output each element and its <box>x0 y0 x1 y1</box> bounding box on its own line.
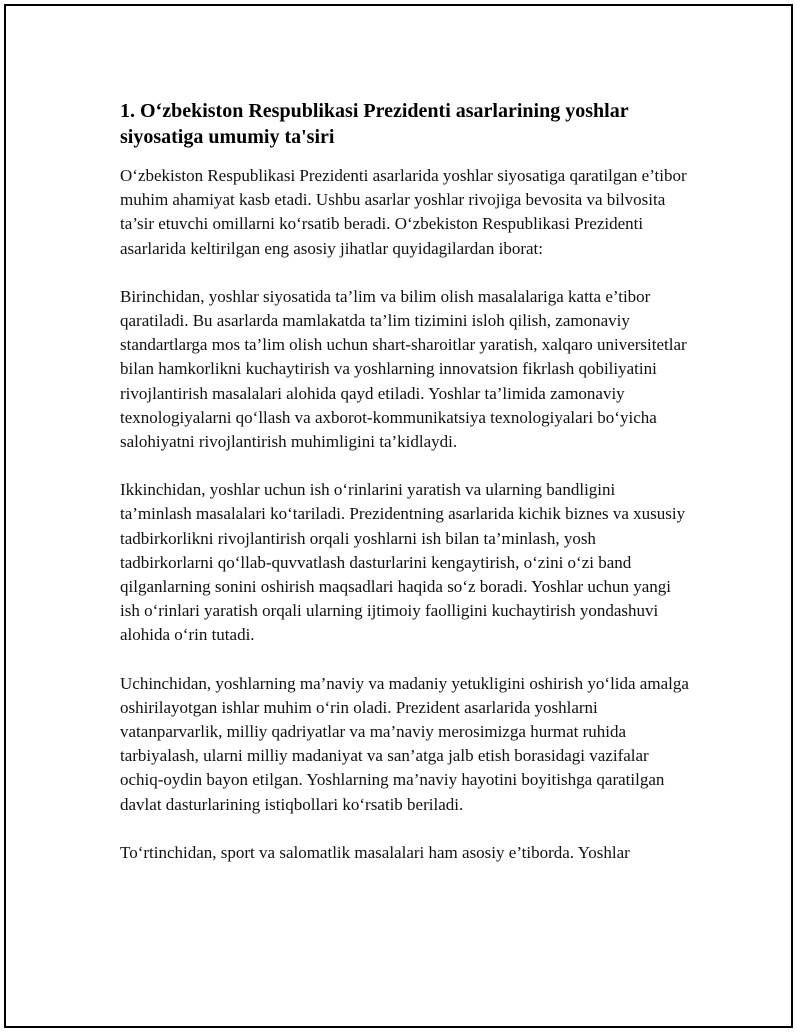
document-body <box>120 98 690 889</box>
paragraph-intro: O‘zbekiston Respublikasi Prezidenti asarlarida yoshlar siyosatiga qaratilgan e’tibor muhim ahamiyat kasb etadi. Ushbu asarlar yoshlar rivojiga bevosita va bilvosita ta’sir etuvchi omillarni ko‘rsatib beradi. O‘zbekiston Respublikasi Prezidenti asarlarida keltirilgan eng asosiy jihatlar quyidagilardan iborat: <box>120 166 687 258</box>
section-heading: 1. O‘zbekiston Respublikasi Prezidenti asarlarining yoshlar siyosatiga umumiy ta'siri <box>120 100 629 148</box>
paragraph-third: Uchinchidan, yoshlarning ma’naviy va madaniy yetukligini oshirish yo‘lida amalga oshirilayotgan ishlar muhim o‘rin oladi. Prezident asarlarida yoshlarni vatanparvarlik, milliy qadriyatlar va ma’naviy merosimizga hurmat ruhida tarbiyalash, ularni milliy madaniyat va san’atga jalb etish borasidagi vazifalar ochiq-oydin bayon etilgan. Yoshlarning ma’naviy hayotini boyitishga qaratilgan davlat dasturlarining istiqbollari ko‘rsatib beriladi. <box>120 673 689 814</box>
paragraph-second: Ikkinchidan, yoshlar uchun ish o‘rinlarini yaratish va ularning bandligini ta’minlash masalalari ko‘tariladi. Prezidentning asarlarida kichik biznes va xususiy tadbirkorlikni rivojlantirish orqali yoshlarni ish bilan ta’minlash, yosh tadbirkorlarni qo‘llab-quvvatlash dasturlarini kengaytirish, o‘zini o‘zi band qilganlarning sonini oshirish maqsadlari haqida so‘z boradi. Yoshlar uchun yangi ish o‘rinlari yaratish orqali ularning ijtimoiy faolligini kuchaytirish yondashuvi alohida o‘rin tutadi. <box>120 480 686 645</box>
document-page <box>4 4 793 1028</box>
paragraph-fourth: To‘rtinchidan, sport va salomatlik masalalari ham asosiy e’tiborda. Yoshlar <box>120 842 630 862</box>
paragraph-first: Birinchidan, yoshlar siyosatida ta’lim va bilim olish masalalariga katta e’tibor qaratiladi. Bu asarlarda mamlakatda ta’lim tizimini isloh qilish, zamonaviy standartlarga mos ta’lim olish uchun shart-sharoitlar yaratish, xalqaro universitetlar bilan hamkorlikni kuchaytirish va yoshlarning innovatsion fikrlash qobiliyatini rivojlantirish masalalari alohida qayd etiladi. Yoshlar ta’limida zamonaviy texnologiyalarni qo‘llash va axborot-kommunikatsiya texnologiyalari bo‘yicha salohiyatni rivojlantirish muhimligini ta’kidlaydi. <box>120 286 687 452</box>
